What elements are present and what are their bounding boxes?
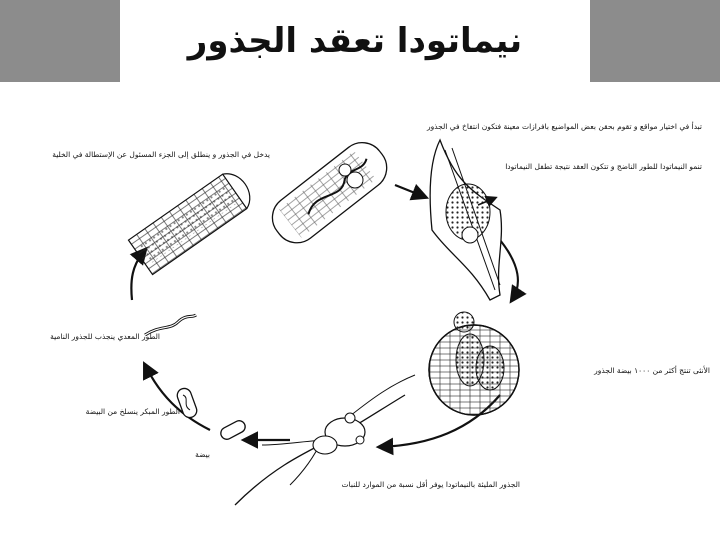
label-egg: بيضة xyxy=(195,450,210,459)
label-roots: الجذور المليئة بالنيماتودا يوفر أقل نسبة من الموارد للنبات xyxy=(341,480,520,489)
root-entry-illustration xyxy=(128,167,257,275)
female-egg-mass-illustration xyxy=(429,312,519,415)
label-gall: تنمو النيماتودا للطور الناضج و تتكون العقد نتيجة تطفل النيماتودا xyxy=(505,162,702,171)
label-start: تبدأ في اختيار مواقع و تقوم بحقن بعض المواضيع بافرازات معينة فتكون انتفاخ في الجذور xyxy=(426,122,702,131)
arrow-right-upper xyxy=(500,240,518,300)
label-infective-juvenile: الطور المعدي ينجذب للجذور النامية xyxy=(50,332,160,341)
arrow-top xyxy=(395,185,425,197)
label-enter-root: يدخل في الجذور و ينطلق إلى الجزء المسئول عن الإستطالة في الخلية xyxy=(52,150,270,159)
diagram-title: نيماتودا تعقد الجذور xyxy=(187,21,523,61)
root-tip-illustration xyxy=(264,134,396,252)
label-female: الأنثى تنتج أكثر من ١٠٠٠ بيضة الجذور xyxy=(594,366,710,375)
label-early-juvenile: الطور المبكر ينسلخ من البيضة xyxy=(85,407,180,416)
egg-illustration xyxy=(219,419,248,442)
